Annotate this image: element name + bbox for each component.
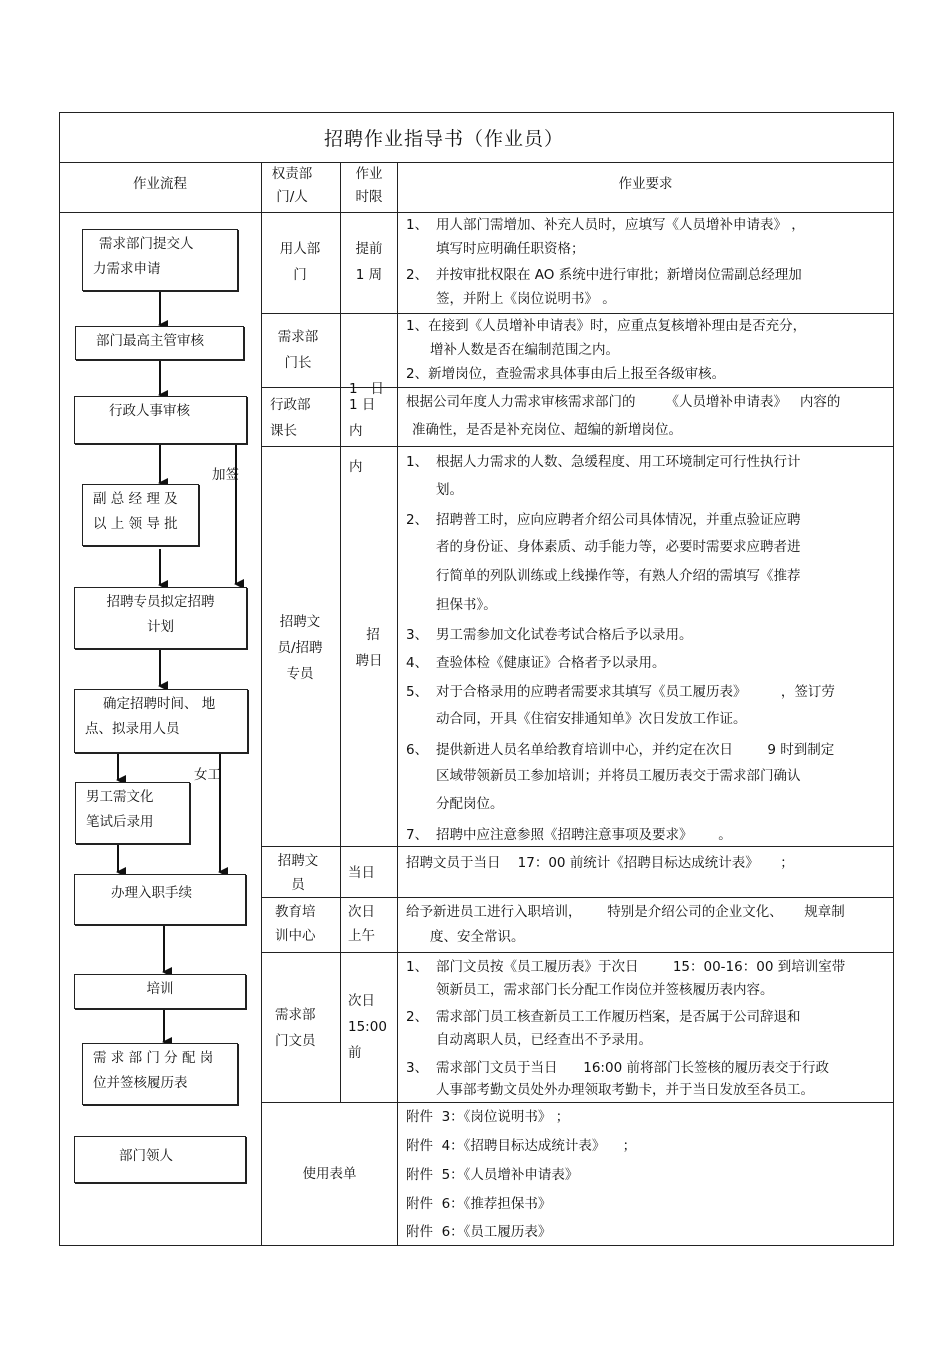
row6-dept-line2: 训中心 bbox=[275, 928, 316, 944]
row2-dept-line1: 需求部 bbox=[277, 329, 319, 345]
row7-dept-line2: 门文员 bbox=[275, 1033, 316, 1049]
row4-item-7-num: 7、 bbox=[406, 827, 429, 843]
row7-time-line3: 前 bbox=[348, 1045, 362, 1061]
header-requirements: 作业要求 bbox=[618, 176, 673, 192]
flow-step-assign-line1: 需 求 部 门 分 配 岗 bbox=[93, 1050, 214, 1066]
row7-dept-line1: 需求部 bbox=[275, 1007, 316, 1023]
row4-item-5-num: 5、 bbox=[406, 684, 429, 700]
forms-line-4: 附件 6：《推荐担保书》 bbox=[406, 1196, 552, 1212]
countersign-label: 加签 bbox=[212, 467, 239, 483]
row1-item-2-line1: 并按审批权限在 AO 系统中进行审批；新增岗位需副总经理加 bbox=[436, 267, 802, 283]
row3-line-2: 准确性，是否是补充岗位、超编的新增岗位。 bbox=[412, 422, 682, 438]
row3-line-1: 根据公司年度人力需求审核需求部门的 《人员增补申请表》 内容的 bbox=[406, 394, 841, 410]
row4-item-6-l3: 分配岗位。 bbox=[436, 796, 504, 812]
row4-item-2-l2: 者的身份证、身体素质、动手能力等，必要时需要求应聘者进 bbox=[436, 539, 801, 555]
flow-step-plan-line2: 计划 bbox=[147, 619, 174, 635]
row4-item-1-l1: 根据人力需求的人数、急缓程度、用工环境制定可行性执行计 bbox=[436, 454, 801, 470]
header-time-line2: 时限 bbox=[355, 189, 383, 205]
row4-dept bbox=[266, 609, 334, 687]
flow-step-training-label: 培训 bbox=[146, 981, 174, 997]
row5-dept-line1: 招聘文 bbox=[277, 853, 319, 869]
row1-dept-line2: 门 bbox=[293, 267, 307, 283]
row7-item-2-num: 2、 bbox=[406, 1009, 429, 1025]
row4-item-4-num: 4、 bbox=[406, 655, 429, 671]
flow-step-vp-line1: 副 总 经 理 及 bbox=[93, 491, 178, 507]
flow-step-male-test bbox=[75, 782, 190, 844]
row4-item-5-l2: 动合同，开具《住宿安排通知单》次日发放工作证。 bbox=[436, 711, 747, 727]
row3-dept bbox=[270, 392, 326, 444]
header-flow: 作业流程 bbox=[133, 176, 187, 192]
row4-item-6-num: 6、 bbox=[406, 742, 429, 758]
flow-step-onboarding-label: 办理入职手续 bbox=[111, 885, 192, 901]
flow-step-vp-approval bbox=[82, 484, 199, 546]
row1-dept bbox=[275, 236, 325, 288]
row4-item-3-num: 3、 bbox=[406, 627, 429, 643]
row1-item-2-num: 2、 bbox=[406, 267, 429, 283]
row6-dept-line1: 教育培 bbox=[275, 904, 316, 920]
row4-item-7-l1: 招聘中应注意参照《招聘注意事项及要求》 。 bbox=[436, 827, 732, 843]
flow-step-confirm-line2: 点、拟录用人员 bbox=[85, 721, 180, 737]
row6-line-1: 给予新进员工进行入职培训， 特别是介绍公司的企业文化、 规章制 bbox=[406, 904, 845, 920]
row2-line-3: 2、新增岗位，查验需求具体事由后上报至各级审核。 bbox=[406, 366, 726, 382]
row7-item-3-l1: 需求部门文员于当日 16:00 前将部门长签核的履历表交于行政 bbox=[436, 1060, 829, 1076]
row3-time bbox=[349, 392, 375, 444]
row4-time bbox=[341, 622, 397, 674]
flow-step-onboarding bbox=[74, 874, 246, 925]
flow-step-recruit-plan bbox=[74, 587, 247, 649]
row2-dept-line2: 门长 bbox=[284, 355, 312, 371]
forms-line-5: 附件 6：《员工履历表》 bbox=[406, 1224, 552, 1240]
flow-step-confirm-time bbox=[74, 689, 248, 753]
row1-item-2-line2: 签，并附上《岗位说明书》 。 bbox=[436, 291, 616, 307]
row1-item-1-num: 1、 bbox=[406, 217, 429, 233]
row7-item-2-l2: 自动离职人员，已经查出不予录用。 bbox=[436, 1032, 652, 1048]
flow-step-hr-label: 行政人事审核 bbox=[109, 403, 190, 419]
forms-line-1: 附件 3：《岗位说明书》 ； bbox=[406, 1109, 570, 1125]
flow-step-male-line1: 男工需文化 bbox=[86, 789, 154, 805]
row6-time-line2: 上午 bbox=[348, 928, 375, 944]
row7-time bbox=[348, 988, 387, 1066]
row4-time-line1: 招 bbox=[366, 627, 380, 643]
flow-step-vp-line2: 以 上 领 导 批 bbox=[93, 516, 178, 532]
row5-dept-line2: 员 bbox=[291, 877, 305, 893]
row4-item-6-l1: 提供新进人员名单给教育培训中心，并约定在次日 9 时到制定 bbox=[436, 742, 835, 758]
row1-time bbox=[341, 236, 397, 288]
row1-item-2 bbox=[406, 263, 886, 313]
header-time-line1: 作业 bbox=[355, 166, 383, 182]
row2-dept bbox=[270, 324, 326, 376]
row5-dept bbox=[275, 849, 321, 897]
header-dept-line2: 门/人 bbox=[276, 189, 308, 205]
row2-line-1: 1、在接到《人员增补申请表》时，应重点复核增补理由是否充分， bbox=[406, 318, 807, 334]
flow-step-training bbox=[74, 974, 246, 1009]
row1-item-1 bbox=[406, 213, 886, 263]
row4-dept-line3: 专员 bbox=[286, 666, 314, 682]
flow-step-dept-pickup bbox=[74, 1136, 246, 1183]
flow-step-assign-position bbox=[82, 1043, 238, 1105]
row7-item-2-l1: 需求部门员工核查新员工工作履历档案，是否属于公司辞退和 bbox=[436, 1009, 801, 1025]
flow-step-pickup-label: 部门领人 bbox=[119, 1148, 173, 1164]
row2-time-line2: 内 bbox=[349, 459, 363, 475]
row1-dept-line1: 用人部 bbox=[279, 241, 321, 257]
flow-step-submit-request bbox=[82, 229, 238, 291]
row6-time bbox=[348, 900, 375, 948]
row1-time-line2: 1 周 bbox=[355, 267, 383, 283]
row2-line-2: 增补人数是否在编制范围之内。 bbox=[430, 342, 619, 358]
row7-item-1-num: 1、 bbox=[406, 959, 429, 975]
row5-time: 当日 bbox=[348, 865, 375, 881]
row3-dept-line2: 课长 bbox=[270, 423, 297, 439]
row7-item-1-l1: 部门文员按《员工履历表》于次日 15：00-16：00 到培训室带 bbox=[436, 959, 846, 975]
row6-dept bbox=[275, 900, 316, 948]
row4-time-line2: 聘日 bbox=[355, 653, 383, 669]
forms-label: 使用表单 bbox=[302, 1166, 357, 1182]
row3-time-line1: 1 日 bbox=[349, 397, 376, 413]
row4-item-3-l1: 男工需参加文化试卷考试合格后予以录用。 bbox=[436, 627, 693, 643]
row4-item-2-l4: 担保书》。 bbox=[436, 597, 497, 613]
row6-line-2: 度、安全常识。 bbox=[430, 929, 525, 945]
row3-dept-line1: 行政部 bbox=[270, 397, 311, 413]
row4-item-2-l3: 行简单的列队训练或上线操作等，有熟人介绍的需填写《推荐 bbox=[436, 568, 801, 584]
row4-item-6-l2: 区域带领新员工参加培训；并将员工履历表交于需求部门确认 bbox=[436, 768, 801, 784]
row4-item-2-num: 2、 bbox=[406, 512, 429, 528]
row7-time-line1: 次日 bbox=[348, 993, 375, 1009]
female-worker-label: 女工 bbox=[194, 767, 221, 783]
header-dept-line1: 权责部 bbox=[271, 166, 313, 182]
row4-item-1-num: 1、 bbox=[406, 454, 429, 470]
row4-item-2-l1: 招聘普工时，应向应聘者介绍公司具体情况，并重点验证应聘 bbox=[436, 512, 801, 528]
flow-step-assign-line2: 位并签核履历表 bbox=[93, 1075, 188, 1091]
row7-item-3-l2: 人事部考勤文员处外办理领取考勤卡，并于当日发放至各员工。 bbox=[436, 1082, 814, 1098]
forms-line-3: 附件 5：《人员增补申请表》 bbox=[406, 1167, 579, 1183]
row7-dept bbox=[275, 1002, 316, 1054]
header-time bbox=[341, 163, 397, 209]
row1-time-line1: 提前 bbox=[355, 241, 383, 257]
row5-line: 招聘文员于当日 17：00 前统计《招聘目标达成统计表》 ； bbox=[406, 855, 794, 871]
row7-item-3-num: 3、 bbox=[406, 1060, 429, 1076]
row1-item-1-line2: 填写时应明确任职资格； bbox=[436, 241, 585, 257]
flow-step-male-line2: 笔试后录用 bbox=[86, 814, 154, 830]
flow-step-submit-line2: 力需求申请 bbox=[93, 261, 161, 277]
row6-time-line1: 次日 bbox=[348, 904, 375, 920]
row7-item-1-l2: 领新员工，需求部门长分配工作岗位并签核履历表内容。 bbox=[436, 982, 774, 998]
flow-step-hr-review bbox=[74, 396, 247, 444]
row1-item-1-line1: 用人部门需增加、补充人员时，应填写《人员增补申请表》 ， bbox=[436, 217, 805, 233]
flow-step-plan-line1: 招聘专员拟定招聘 bbox=[106, 594, 215, 610]
forms-line-2: 附件 4：《招聘目标达成统计表》 ； bbox=[406, 1138, 637, 1154]
flow-step-submit-line1: 需求部门提交人 bbox=[99, 236, 194, 252]
row4-item-5-l1: 对于合格录用的应聘者需要求其填写《员工履历表》 ，签订劳 bbox=[436, 684, 835, 700]
row4-dept-line2: 员/招聘 bbox=[277, 640, 323, 656]
row4-dept-line1: 招聘文 bbox=[279, 614, 321, 630]
row7-time-line2: 15:00 bbox=[348, 1019, 387, 1035]
row3-time-line2: 内 bbox=[349, 423, 363, 439]
flow-step-dept-head-review bbox=[75, 326, 244, 360]
document-title: 招聘作业指导书（作业员） bbox=[324, 128, 565, 150]
row2-time-line1: 1 日 bbox=[349, 381, 384, 397]
row4-item-4-l1: 查验体检《健康证》合格者予以录用。 bbox=[436, 655, 666, 671]
row4-item-1-l2: 划。 bbox=[436, 482, 463, 498]
flow-step-dept-head-label: 部门最高主管审核 bbox=[96, 333, 204, 349]
flow-step-confirm-line1: 确定招聘时间、 地 bbox=[103, 696, 216, 712]
header-dept bbox=[262, 163, 322, 209]
